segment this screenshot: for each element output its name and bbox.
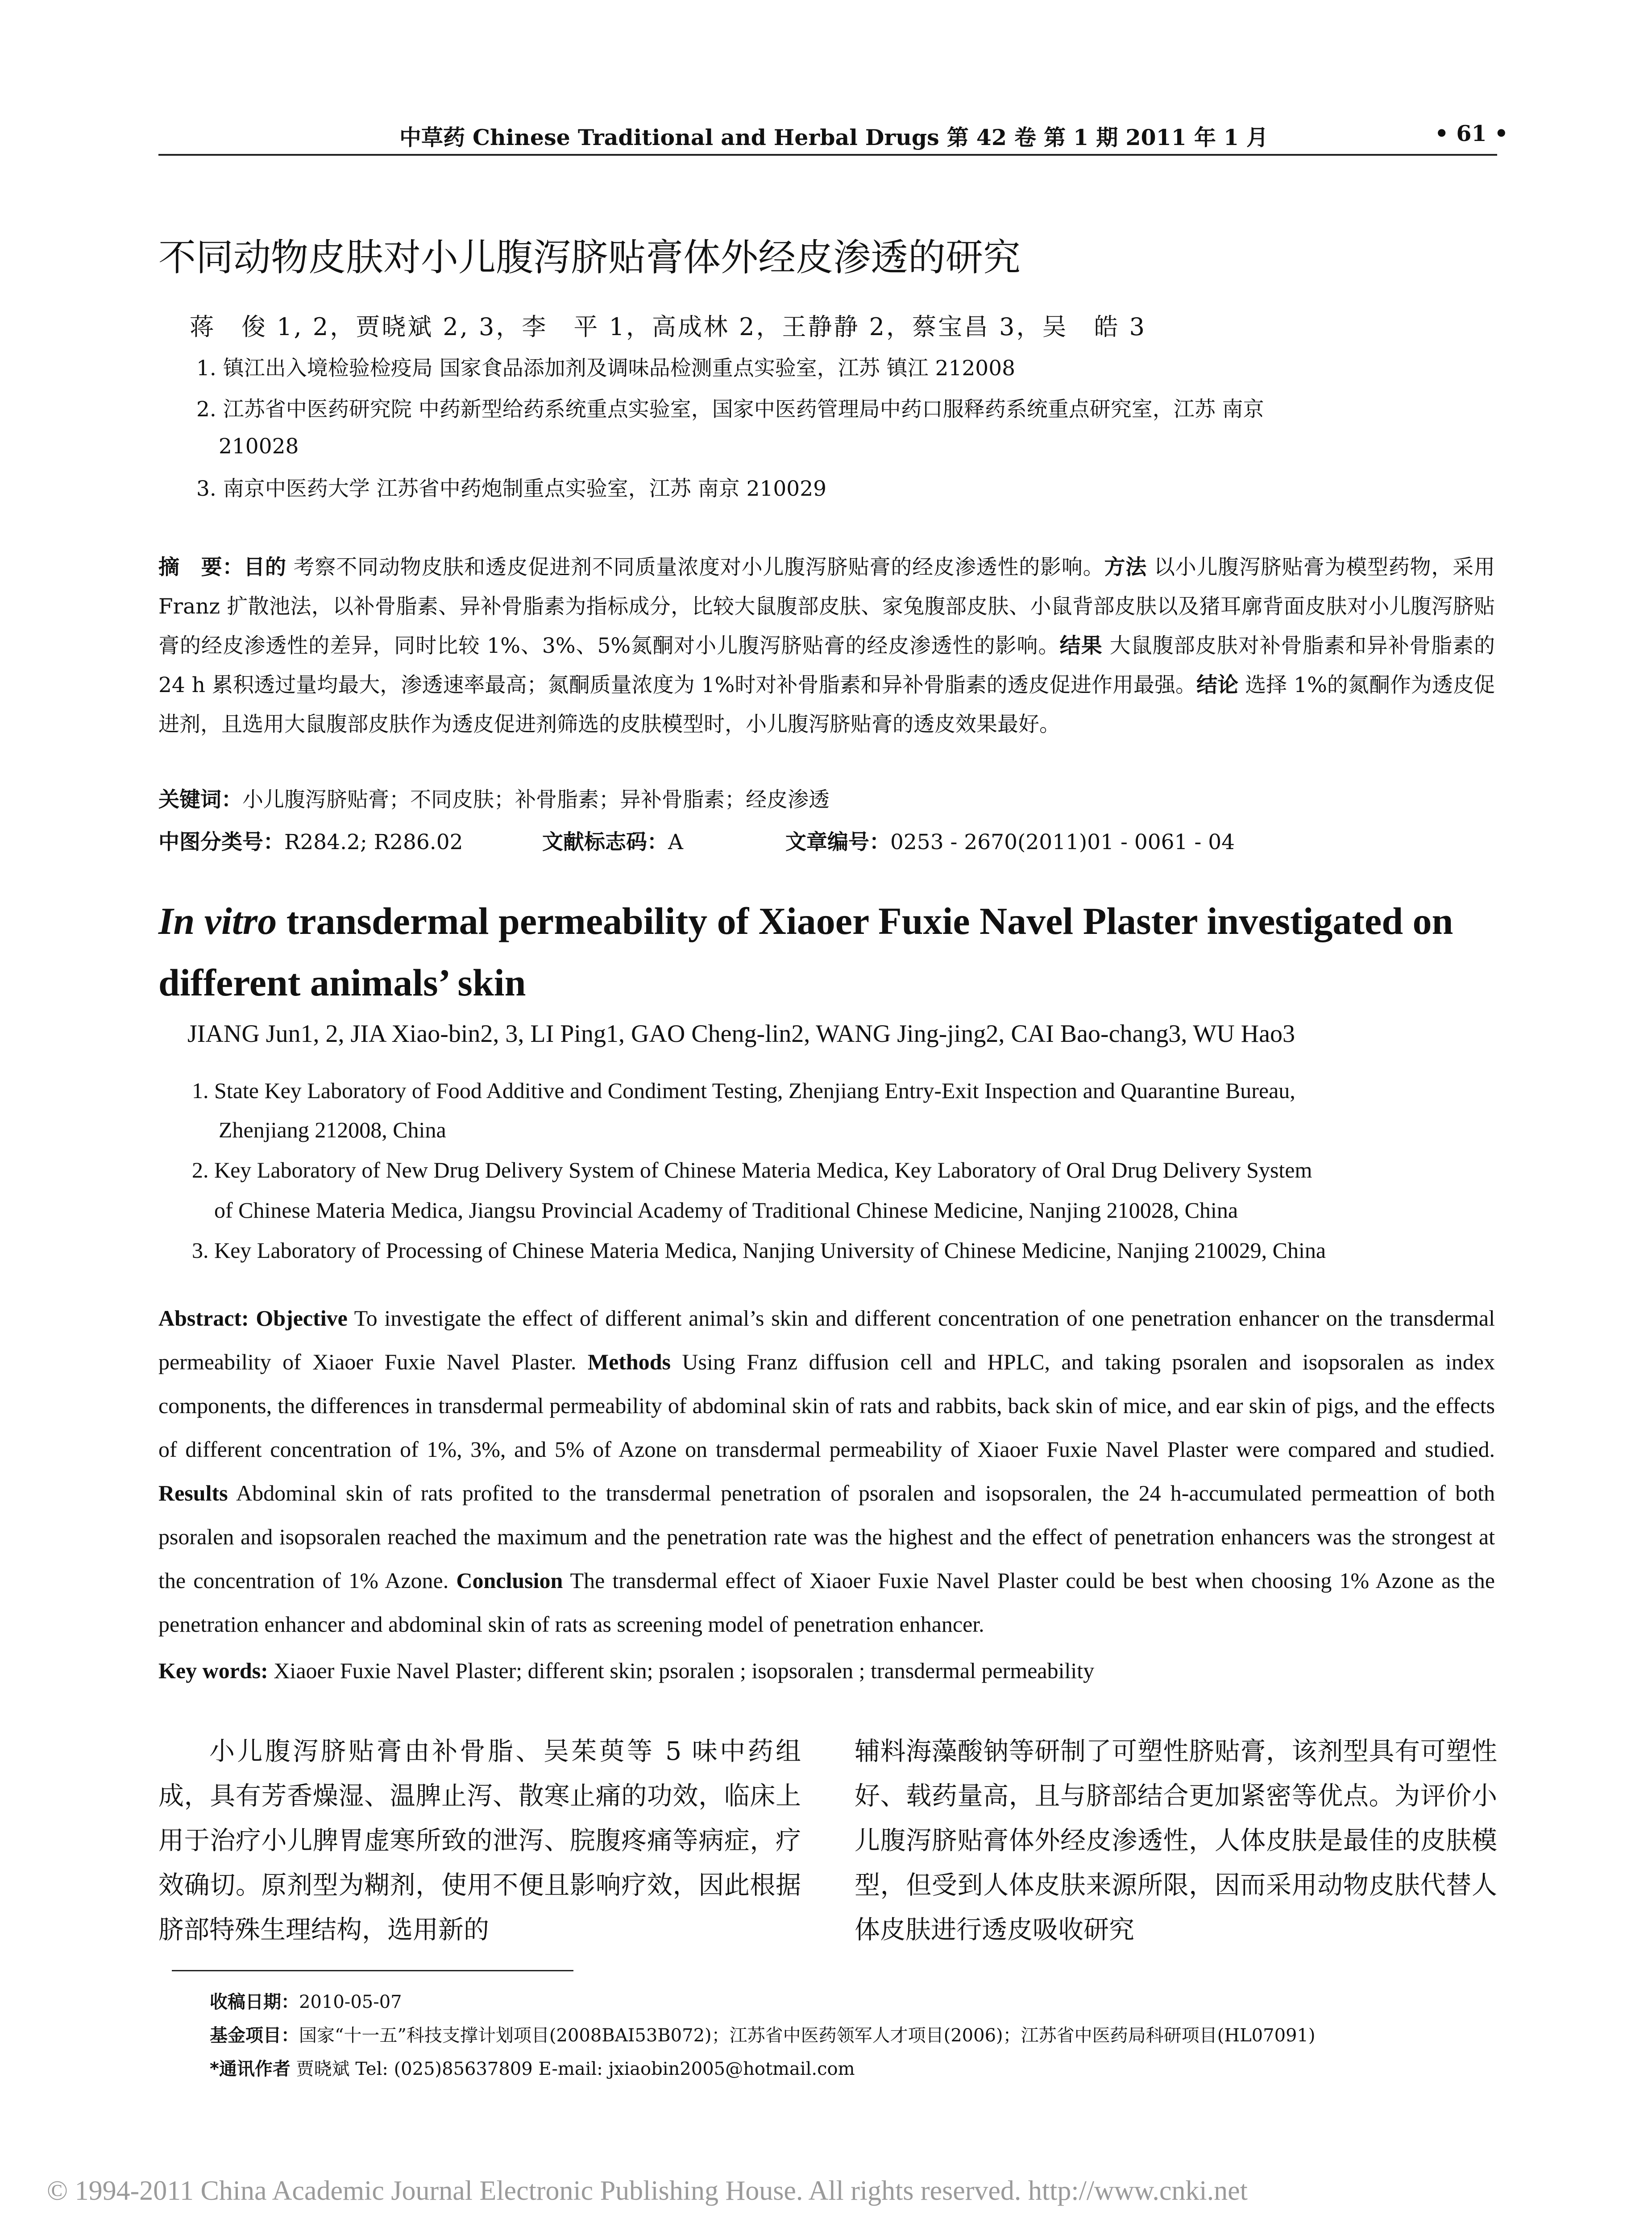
footnote-corresponding-author: *通讯作者 贾晓斌 Tel: (025)85637809 E-mail: jxiaobin2005@hotmail.com — [210, 2059, 855, 2079]
en-affiliation-1-cont: Zhenjiang 212008, China — [219, 1117, 446, 1142]
cn-affiliation-1: 1. 镇江出入境检验检疫局 国家食品添加剂及调味品检测重点实验室，江苏 镇江 212008 — [196, 356, 1016, 381]
footnote-rule — [172, 1970, 573, 1971]
cn-abstract: 摘 要：目的 考察不同动物皮肤和透皮促进剂不同质量浓度对小儿腹泻脐贴膏的经皮渗透性的影响。方法 以小儿腹泻脐贴膏为模型药物，采用 Franz 扩散池法，以补骨脂素、异补骨脂素为指标成分，比较大鼠腹部皮肤、家兔腹部皮肤、小鼠背部皮肤以及猪耳廓背面皮肤对小儿腹泻脐贴膏的经皮渗透性的差异，同时比较 1%、3%、5%氮酮对小儿腹泻脐贴膏的经皮渗透性的影响。结果 大鼠腹部皮肤对补骨脂素和异补骨脂素的 24 h 累积透过量均最大，渗透速率最高；氮酮质量浓度为 1%时对补骨脂素和异补骨脂素的透皮促进作用最强。结论 选择 1%的氮酮作为透皮促进剂，且选用大鼠腹部皮肤作为透皮促进剂筛选的皮肤模型时，小儿腹泻脐贴膏的透皮效果最好。 — [158, 555, 1495, 737]
en-affiliation-2: 2. Key Laboratory of New Drug Delivery System of Chinese Materia Medica, Key Laboratory of Oral Drug Delivery System — [192, 1157, 1312, 1182]
en-affiliation-2-cont: of Chinese Materia Medica, Jiangsu Provincial Academy of Traditional Chinese Medicine, Nanjing 210028, China — [214, 1198, 1238, 1223]
footnote-received: 收稿日期：2010-05-07 — [210, 1992, 402, 2012]
cn-title: 不同动物皮肤对小儿腹泻脐贴膏体外经皮渗透的研究 — [158, 236, 1021, 279]
cn-affiliation-2-cont: 210028 — [219, 434, 299, 459]
cn-clc: 中图分类号：R284.2; R286.02 — [158, 830, 463, 854]
cn-affiliation-3: 3. 南京中医药大学 江苏省中药炮制重点实验室，江苏 南京 210029 — [196, 477, 827, 501]
cn-doc-code: 文献标志码：A — [542, 830, 683, 854]
en-authors: JIANG Jun1, 2, JIA Xiao-bin2, 3, LI Ping1, GAO Cheng-lin2, WANG Jing-jing2, CAI Bao-chang3, WU Hao3 — [187, 1020, 1295, 1048]
footnote-funding: 基金项目：国家“十一五”科技支撑计划项目(2008BAI53B072)；江苏省中医药领军人才项目(2006)；江苏省中医药局科研项目(HL07091) — [210, 2025, 1316, 2046]
cn-keywords: 关键词：小儿腹泻脐贴膏；不同皮肤；补骨脂素；异补骨脂素；经皮渗透 — [158, 788, 830, 812]
en-affiliation-3: 3. Key Laboratory of Processing of Chinese Materia Medica, Nanjing University of Chinese Medicine, Nanjing 210029, China — [192, 1238, 1326, 1263]
en-keywords: Key words: Xiaoer Fuxie Navel Plaster; different skin; psoralen ; isopsoralen ; transdermal permeability — [158, 1658, 1095, 1683]
journal-header: 中草药 Chinese Traditional and Herbal Drugs 第 42 卷 第 1 期 2011 年 1 月 — [399, 124, 1269, 150]
cn-abstract-label: 摘 要： — [158, 555, 244, 580]
cn-affiliation-2: 2. 江苏省中医药研究院 中药新型给药系统重点实验室，国家中医药管理局中药口服释药系统重点研究室，江苏 南京 — [196, 397, 1264, 422]
page-number: • 61 • — [1435, 120, 1508, 146]
en-affiliation-1: 1. State Key Laboratory of Food Additive and Condiment Testing, Zhenjiang Entry-Exit Inspection and Quarantine Bureau, — [192, 1078, 1295, 1103]
copyright-footer: © 1994-2011 China Academic Journal Electronic Publishing House. All rights reserved. http://www.cnki.net — [47, 2176, 1248, 2206]
body-column-left: 小儿腹泻脐贴膏由补骨脂、吴茱萸等 5 味中药组成，具有芳香燥湿、温脾止泻、散寒止痛的功效，临床上用于治疗小儿脾胃虚寒所致的泄泻、脘腹疼痛等病症，疗效确切。原剂型为糊剂，使用不便且影响疗效，因此根据脐部特殊生理结构，选用新的 — [158, 1737, 801, 1945]
cn-authors: 蒋 俊 1, 2，贾晓斌 2, 3，李 平 1，高成林 2，王静静 2，蔡宝昌 3，吴 皓 3 — [190, 313, 1147, 341]
cn-article-number: 文章编号：0253 - 2670(2011)01 - 0061 - 04 — [785, 830, 1235, 854]
body-column-right: 辅料海藻酸钠等研制了可塑性脐贴膏，该剂型具有可塑性好、载药量高，且与脐部结合更加紧密等优点。为评价小儿腹泻脐贴膏体外经皮渗透性，人体皮肤是最佳的皮肤模型，但受到人体皮肤来源所限，因而采用动物皮肤代替人体皮肤进行透皮吸收研究 — [855, 1737, 1497, 1945]
en-abstract-label: Abstract: — [158, 1306, 256, 1331]
header-rule — [158, 154, 1497, 156]
en-title: In vitro transdermal permeability of Xiaoer Fuxie Navel Plaster investigated on different animals’ skin — [158, 900, 1453, 1004]
en-abstract: Abstract: Objective To investigate the effect of different animal’s skin and different concentration of one penetration enhancer on the transdermal permeability of Xiaoer Fuxie Navel Plaster. Methods Using Franz diffusion cell and HPLC, and taking psoralen and isopsoralen as index components, the differences in transdermal permeability of abdominal skin of rats and rabbits, back skin of mice, and ear skin of pigs, and the effects of different concentration of 1%, 3%, and 5% of Azone on transdermal permeability of Xiaoer Fuxie Navel Plaster were compared and studied. Results Abdominal skin of rats profited to the transdermal penetration of psoralen and isopsoralen, the 24 h-accumulated permeattion of both psoralen and isopsoralen reached the maximum and the penetration rate was the highest and the effect of penetration enhancers was the strongest at the concentration of 1% Azone. Conclusion The transdermal effect of Xiaoer Fuxie Navel Plaster could be best when choosing 1% Azone as the penetration enhancer and abdominal skin of rats as screening model of penetration enhancer. — [158, 1306, 1495, 1637]
